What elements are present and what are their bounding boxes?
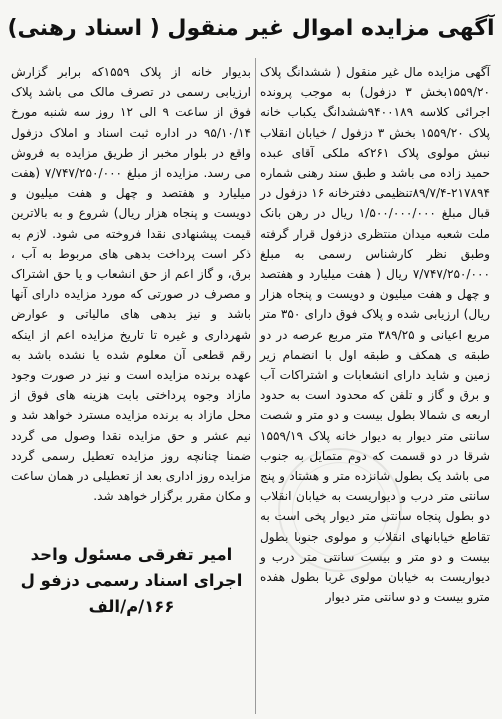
signature-name-title: امیر تفرقی مسئول واحد <box>30 545 233 564</box>
notice-header <box>0 2 502 54</box>
signature-block <box>10 542 253 620</box>
notice-body-right-column: آگهی مزایده مال غیر منقول ( ششدانگ پلاک ۱۵۵۹/۲۰بخش ۳ دزفول) به موجب پرونده اجرائی کلاسه ۹۴۰۰۱۸۹ششدانگ یکباب خانه پلاک ۱۵۵۹/۲۰ بخش ۳ دزفول / خیابان انقلاب نبش مولوی پلاک ۲۶۱که ملکی آقای عبده حمید زاده می باشد و طبق سند رهنی شماره ۲۱۷۸۹۴-۸۹/۷/۴تنظیمی دفترخانه ۱۶ دزفول در قبال مبلغ ۱/۵۰۰/۰۰۰/۰۰۰ ریال در رهن بانک ملت شعبه میدان منتظری دزفول قرار گرفته وطبق نظر کارشناس رسمی به مبلغ ۷/۷۴۷/۲۵۰/۰۰۰ ریال ( هفت میلیارد و هفتصد و چهل و هفت میلیون و دویست و پنجاه هزار ریال) ارزیابی شده و پلاک فوق دارای ۳۵۰ متر مربع اعیانی و ۳۸۹/۲۵ متر مربع عرصه در دو طبقه ی همکف و طبقه اول با انضمام زیر زمین و شاید دارای انشعابات و اشتراکات آب و برق و گاز و تلفن که محدود است به حدود اربعه ی شمالا بطول بیست و دو متر و شصت سانتی متر دیوار به دیوار خانه پلاک ۱۵۵۹/۱۹ شرقا در دو قسمت که دوم متمایل به جنوب می باشد یک بطول شانزده متر و هشتاد و پنج سانتی متر درب و دیواریست به خیابان انقلاب دو بطول پنجاه سانتی متر دیوار پخی است به تقاطع خیابانهای انقلاب و مولوی جنوبا بطول بیست و دو متر و بیست سانتی متر درب و دیواریست به خیابان مولوی غربا بطول هفده مترو بیست و دو سانتی متر دیوار <box>260 65 491 605</box>
notice-reference-number: ۱۶۶/م/الف <box>88 597 175 616</box>
notice-body-left-column: بدیوار خانه از پلاک ۱۵۵۹که برابر گزارش ارزیابی رسمی در تصرف مالک می باشد پلاک فوق از ساعت ۹ الی ۱۲ روز سه شنبه مورخ ۹۵/۱۰/۱۴ در اداره ثبت اسناد و املاک دزفول واقع در بلوار مخبر از طریق مزایده به فروش می رسد. مزایده از مبلغ ۷/۷۴۷/۲۵۰/۰۰۰ (هفت میلیارد و هفتصد و چهل و هفت میلیون و دویست و پنجاه هزار ریال) شروع و به بالاترین قیمت پیشنهادی نقدا فروخته می شود. لازم به ذکر است پرداخت بدهی های مربوط به آب ، برق، و گاز اعم از حق انشعاب و یا حق اشتراک و مصرف در صورتی که مورد مزایده دارای آنها باشد و نیز بدهی های مالیاتی و عوارض شهرداری و غیره تا تاریخ مزایده اعم از اینکه رقم قطعی آن معلوم شده یا نشده باشد به عهده برنده مزایده است و نیز در صورت وجود مازاد وجوه پرداختی بابت هزینه های فوق از محل مازاد به برنده مزایده مسترد خواهد شد و نیم عشر و حق مزایده نقدا وصول می گردد ضمنا چنانچه روز مزایده تعطیل رسمی گردد مزایده روز اداری بعد از تعطیلی در همان ساعت و مکان مقرر برگزار خواهد شد. <box>11 65 251 504</box>
column-divider <box>255 58 256 714</box>
signature-department: اجرای اسناد رسمی دزفو ل <box>20 571 243 590</box>
notice-title: آگهی مزایده اموال غیر منقول ( اسناد رهنی) <box>7 15 495 41</box>
